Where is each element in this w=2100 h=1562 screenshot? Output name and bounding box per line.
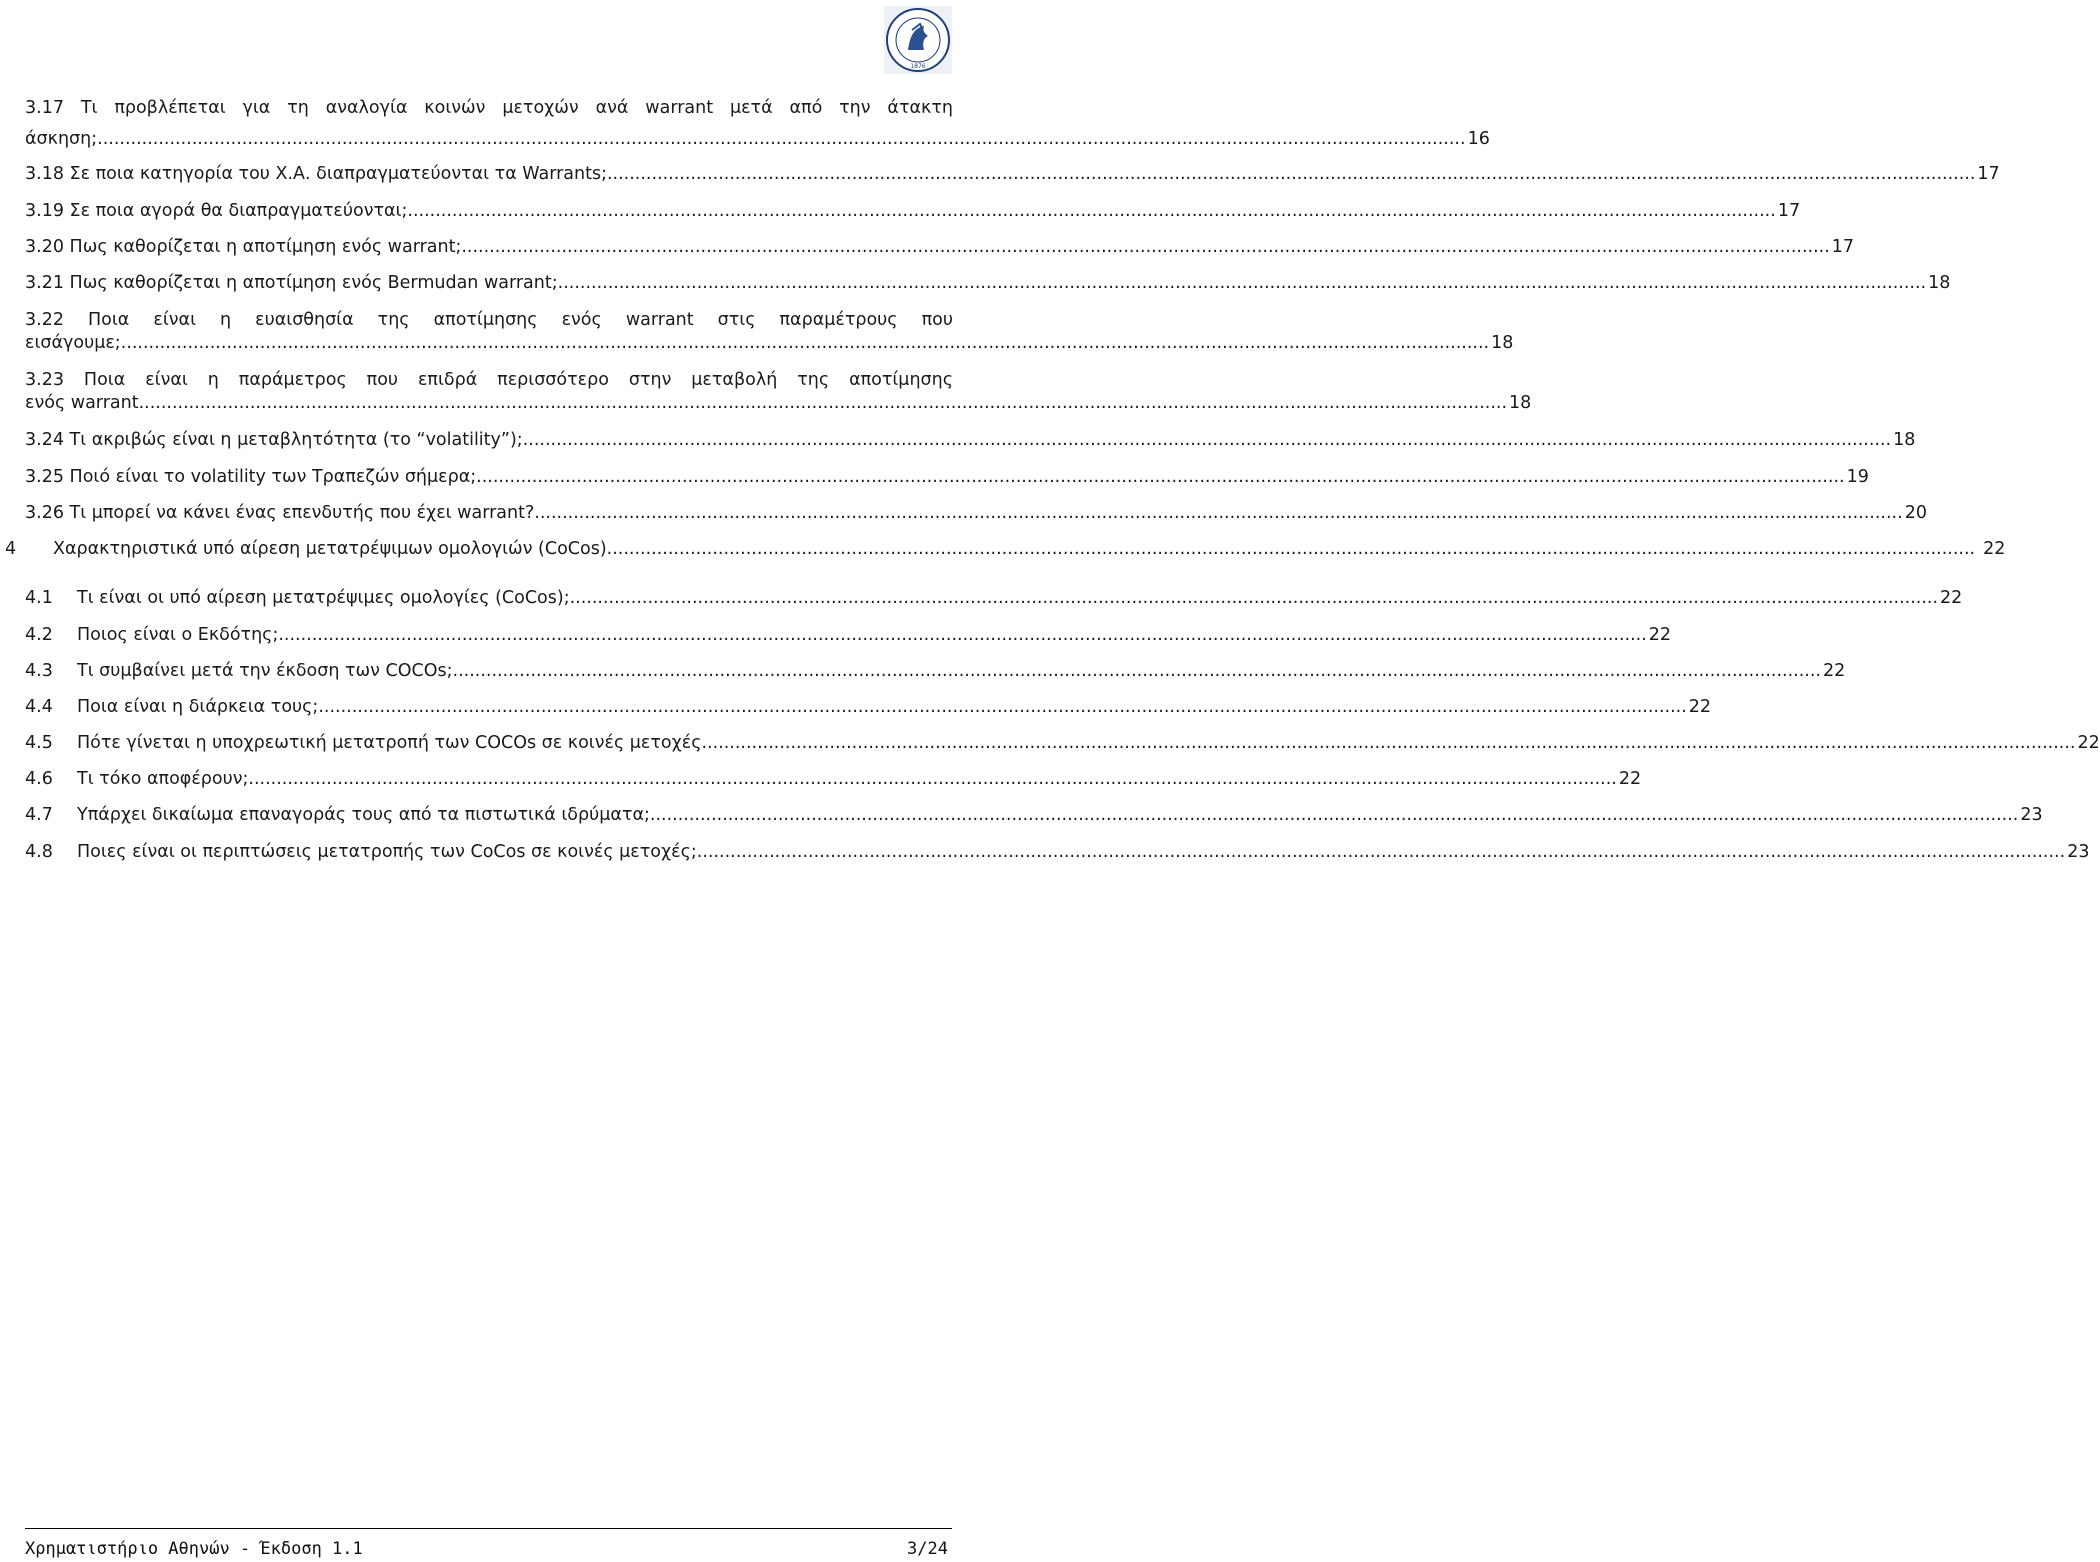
toc-page: 22	[1618, 769, 1642, 789]
toc-number: 4.4	[25, 697, 53, 717]
toc-number: 3.26	[25, 503, 64, 523]
toc-text: Σε ποια κατηγορία του Χ.Α. διαπραγματεύονται τα Warrants;	[69, 164, 607, 184]
toc-leader	[570, 588, 1938, 608]
toc-leader	[461, 237, 1829, 257]
toc-text: Ποιες είναι οι περιπτώσεις μετατροπής των CoCos σε κοινές μετοχές;	[77, 842, 697, 862]
toc-number: 3.24	[25, 430, 64, 450]
logo-year: 1876	[910, 63, 926, 70]
toc-page: 22	[2077, 733, 2100, 753]
toc-text: Ποια είναι η ευαισθησία της αποτίμησης ενός warrant στις παραμέτρους που	[88, 310, 953, 330]
toc-text: Χαρακτηριστικά υπό αίρεση μετατρέψιμων ομολογιών (CoCos)	[53, 539, 607, 559]
toc-leader	[318, 697, 1686, 717]
toc-leader	[523, 430, 1891, 450]
toc-page: 18	[1509, 393, 1532, 413]
toc-leader	[278, 625, 1646, 645]
toc-page: 16	[1467, 129, 1490, 149]
toc-text: Ποιό είναι το volatility των Τραπεζών σήμερα;	[69, 467, 477, 487]
toc-text: Τι προβλέπεται για τη αναλογία κοινών μετοχών ανά warrant μετά από την άτακτη	[80, 98, 953, 118]
toc-number: 4.2	[25, 625, 53, 645]
toc-entry-4[interactable]	[5, 539, 2006, 559]
toc-text: Πότε γίνεται η υποχρεωτική μετατροπή των COCOs σε κοινές μετοχές.	[77, 733, 708, 753]
toc-entry-4-6[interactable]	[25, 769, 1642, 789]
toc-entry-3-22[interactable]	[25, 310, 1514, 353]
toc-leader	[453, 661, 1821, 681]
toc-number: 4.5	[25, 733, 53, 753]
toc-leader	[558, 273, 1926, 293]
toc-leader	[707, 733, 2075, 753]
toc-number: 3.25	[25, 467, 64, 487]
toc-leader	[121, 333, 1489, 353]
toc-leader	[476, 467, 1844, 487]
toc-number: 3.19	[25, 201, 64, 221]
toc-page: 17	[1977, 164, 2000, 184]
toc-page: 17	[1831, 237, 1855, 257]
toc-text: Ποια είναι η παράμετρος που επιδρά περισσότερο στην μεταβολή της αποτίμησης	[83, 370, 953, 390]
toc-number: 3.21	[25, 273, 64, 293]
toc-text: Υπάρχει δικαίωμα επαναγοράς τους από τα πιστωτικά ιδρύματα;	[77, 805, 650, 825]
toc-entry-3-25[interactable]	[25, 467, 1869, 487]
toc-leader	[534, 503, 1902, 523]
toc-entry-3-26[interactable]	[25, 503, 1927, 523]
toc-text-cont: εισάγουμε;	[25, 333, 121, 353]
toc-number: 3.17	[25, 98, 64, 118]
toc-entry-3-21[interactable]	[25, 273, 1951, 293]
toc-text: Πως καθορίζεται η αποτίμηση ενός Bermudan warrant;	[69, 273, 558, 293]
toc-page: 22	[1822, 661, 1846, 681]
footer-page-number: 3/24	[907, 1539, 948, 1559]
toc-page: 22	[1688, 697, 1712, 717]
toc-text-cont: ενός warrant	[25, 393, 139, 413]
toc-entry-3-19[interactable]	[25, 201, 1801, 221]
toc-number: 3.18	[25, 164, 64, 184]
toc-text: Ποιος είναι ο Εκδότης;	[77, 625, 279, 645]
toc-text: Τι μπορεί να κάνει ένας επενδυτής που έχει warrant?	[69, 503, 535, 523]
toc-entry-3-24[interactable]	[25, 430, 1916, 450]
toc-number: 3.20	[25, 237, 64, 257]
toc-page: 18	[1491, 333, 1514, 353]
toc-text: Ποια είναι η διάρκεια τους;	[77, 697, 319, 717]
page-footer	[25, 1528, 952, 1559]
toc-number: 4.3	[25, 661, 53, 681]
toc-entry-3-23[interactable]	[25, 370, 1532, 413]
toc-number: 4.7	[25, 805, 53, 825]
toc-number: 4.8	[25, 842, 53, 862]
toc-number: 4	[5, 539, 17, 559]
toc-page: 20	[1904, 503, 1927, 523]
toc-page: 18	[1928, 273, 1951, 293]
toc-entry-4-2[interactable]	[25, 625, 1672, 645]
toc-leader	[97, 129, 1465, 149]
toc-entry-3-18[interactable]	[25, 164, 2000, 184]
toc-text: Τι συμβαίνει μετά την έκδοση των COCOs;	[77, 661, 453, 681]
toc-text: Πως καθορίζεται η αποτίμηση ενός warrant;	[69, 237, 462, 257]
toc-leader	[607, 539, 1975, 559]
toc-entry-3-20[interactable]	[25, 237, 1855, 257]
toc-text-cont: άσκηση;	[25, 129, 98, 149]
toc-page: 19	[1846, 467, 1869, 487]
toc-entry-3-17[interactable]	[25, 98, 1490, 149]
toc-number: 3.23	[25, 370, 64, 390]
toc-leader	[248, 769, 1616, 789]
toc-page: 23	[2067, 842, 2090, 862]
toc-page: 22	[1940, 588, 1963, 608]
toc-number: 3.22	[25, 310, 64, 330]
toc-page: 23	[2020, 805, 2043, 825]
toc-page: 17	[1777, 201, 1801, 221]
toc-number: 4.6	[25, 769, 53, 789]
athens-exchange-logo	[884, 6, 952, 74]
footer-title: Χρηματιστήριο Αθηνών - Έκδοση 1.1	[25, 1539, 363, 1559]
toc-page: 18	[1893, 430, 1916, 450]
toc-number: 4.1	[25, 588, 53, 608]
toc-text: Σε ποια αγορά θα διαπραγματεύονται;	[69, 201, 408, 221]
toc-entry-4-7[interactable]	[25, 805, 2043, 825]
toc-entry-4-8[interactable]	[25, 842, 2090, 862]
toc-text: Τι τόκο αποφέρουν;	[77, 769, 249, 789]
toc-leader	[607, 164, 1975, 184]
toc-entry-4-3[interactable]	[25, 661, 1846, 681]
toc-entry-4-4[interactable]	[25, 697, 1712, 717]
toc-page: 22	[1648, 625, 1672, 645]
toc-leader	[697, 842, 2065, 862]
toc-entry-4-1[interactable]	[25, 588, 1963, 608]
toc-leader	[650, 805, 2018, 825]
toc-text: Τι είναι οι υπό αίρεση μετατρέψιμες ομολογίες (CoCos);	[77, 588, 570, 608]
toc-leader	[407, 201, 1775, 221]
toc-page: 22	[1983, 539, 2006, 559]
toc-leader	[139, 393, 1507, 413]
toc-text: Τι ακριβώς είναι η μεταβλητότητα (το “volatility”);	[69, 430, 523, 450]
toc-entry-4-5[interactable]	[25, 733, 2100, 753]
